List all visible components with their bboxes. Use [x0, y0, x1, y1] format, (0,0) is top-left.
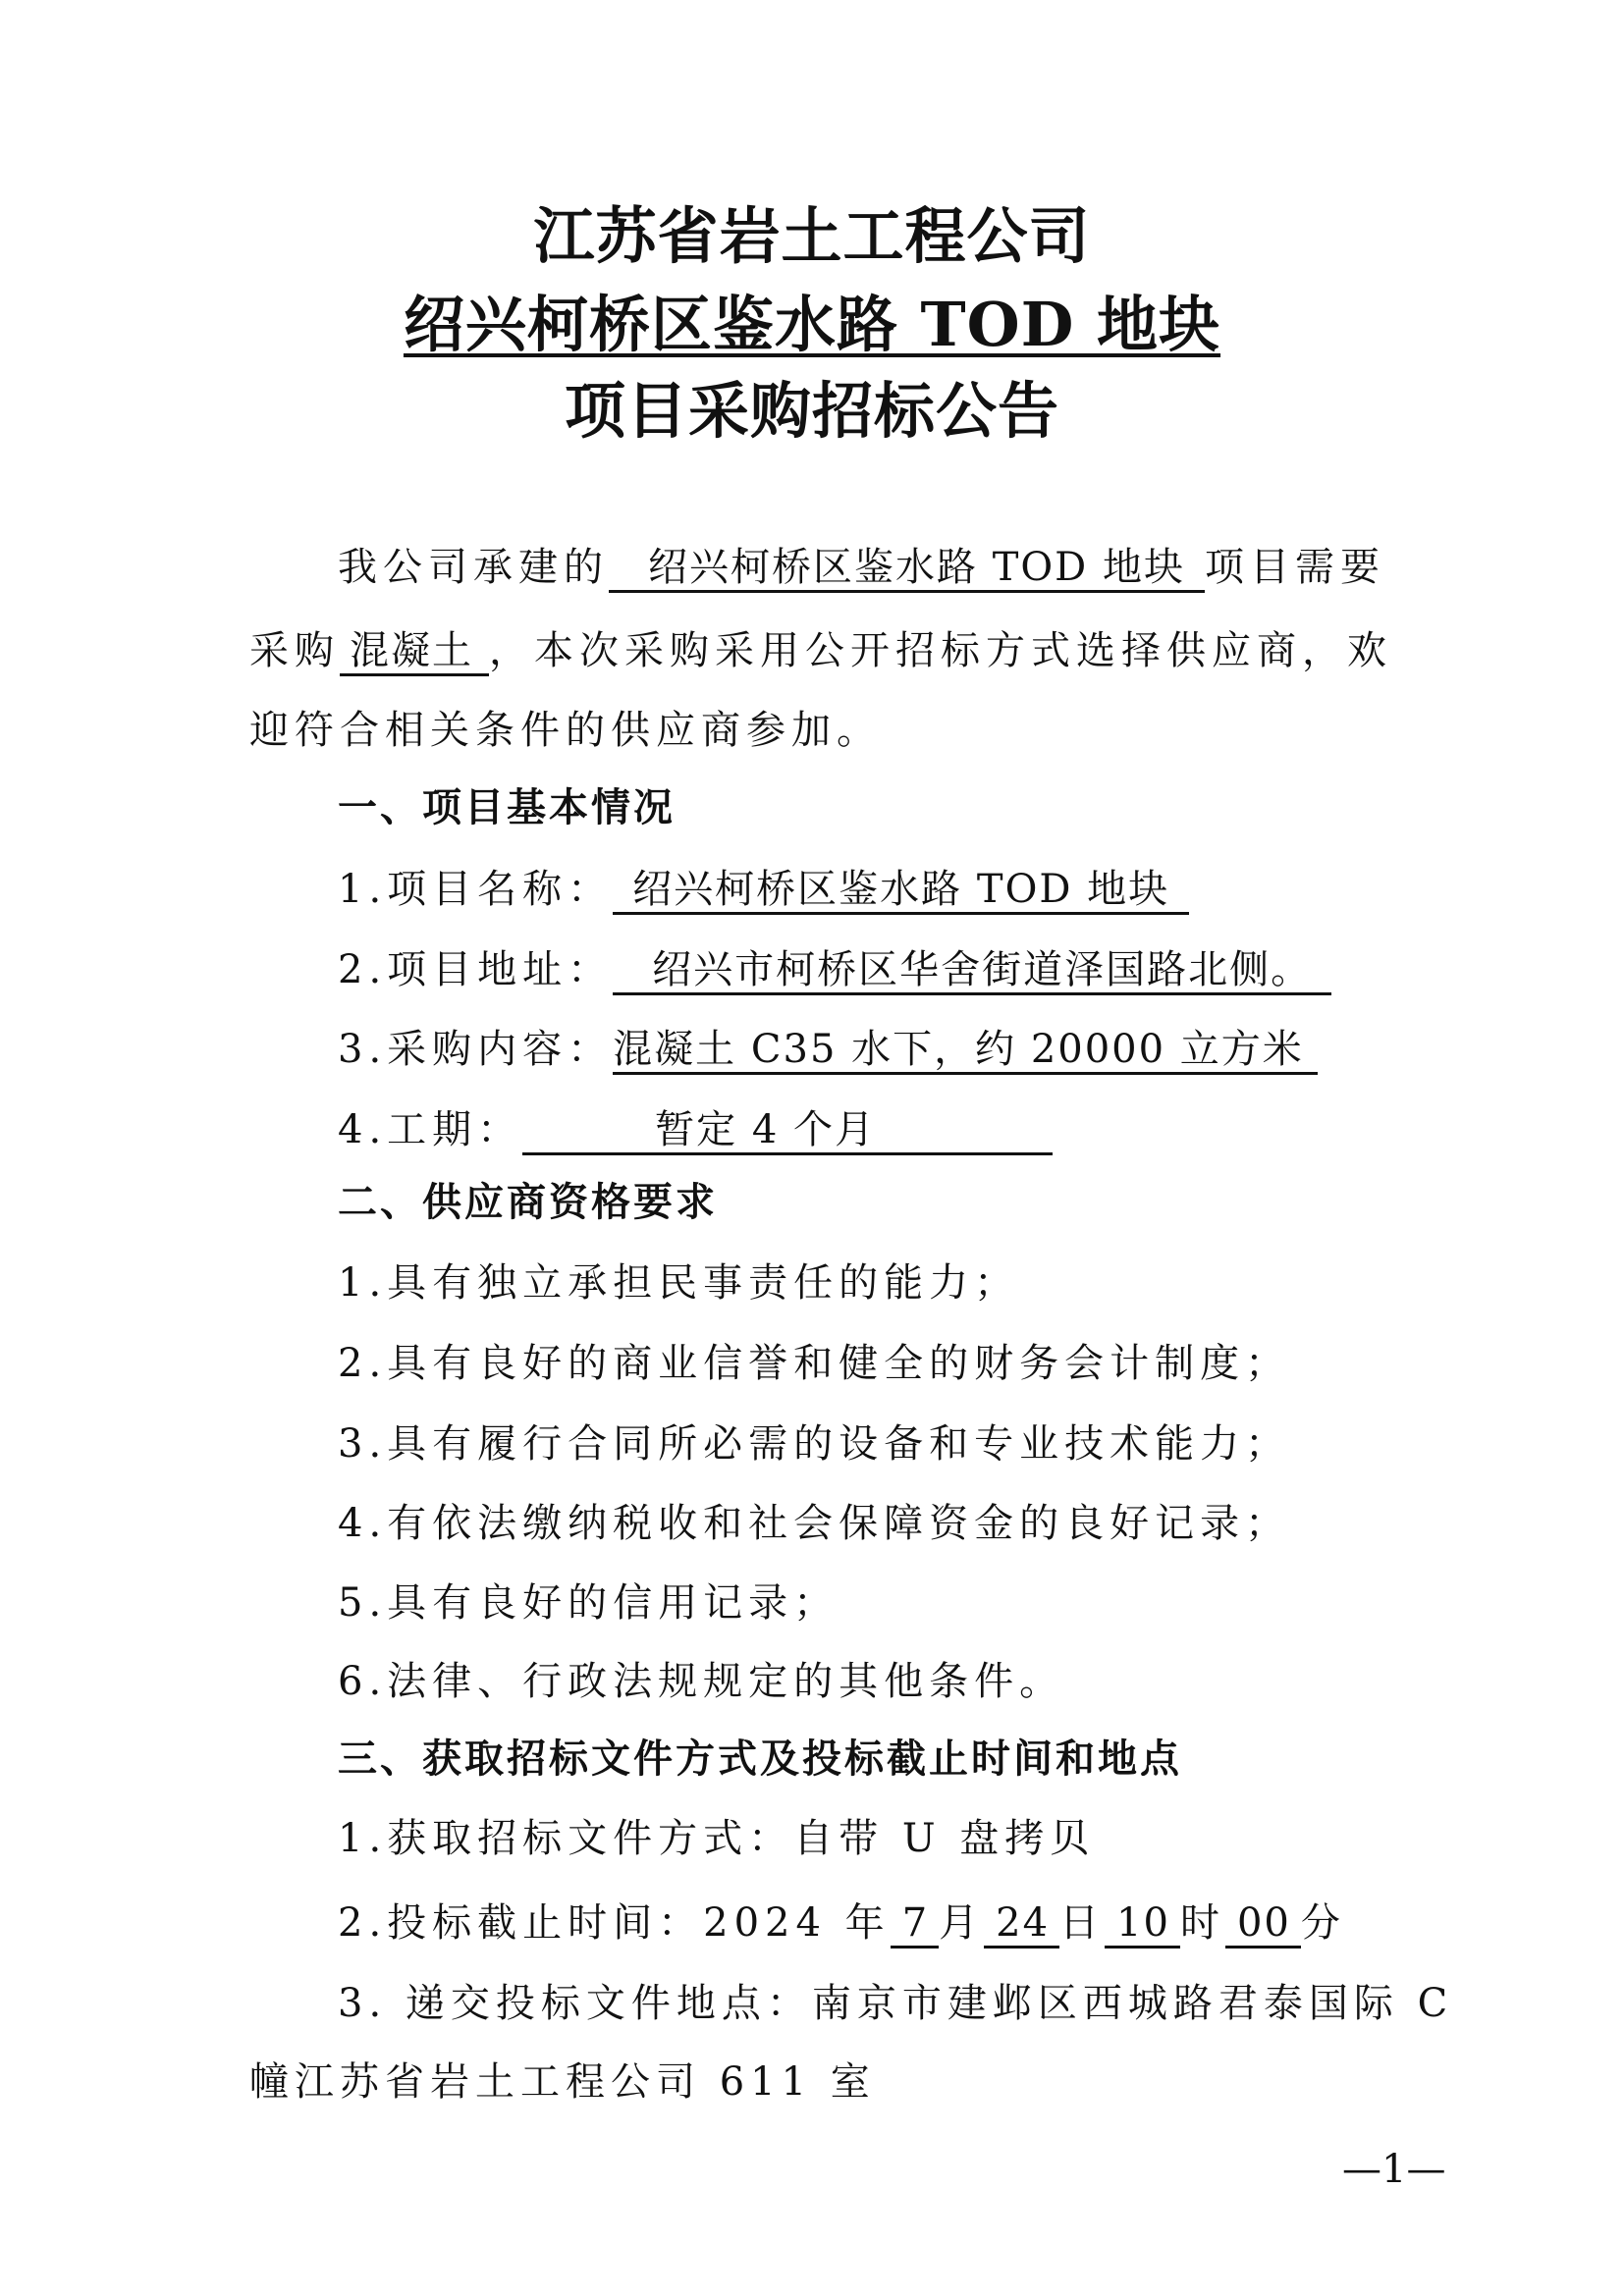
document-acquisition-method: 1.获取招标文件方式：自带 U 盘拷贝 [338, 1816, 1096, 1861]
procurement-content-label: 3.采购内容： [338, 1027, 614, 1072]
intro-procurement-item [340, 628, 489, 676]
construction-period-row [338, 1107, 1053, 1155]
intro-line-1-prefix: 我公司承建的 [338, 545, 609, 590]
bid-deadline-row [338, 1900, 1346, 1949]
intro-line-2 [249, 628, 1392, 676]
deadline-day [984, 1900, 1059, 1949]
project-address-label: 2.项目地址： [338, 947, 614, 992]
deadline-hour-text: 10 [1116, 1900, 1170, 1946]
deadline-minute-text: 00 [1236, 1900, 1291, 1946]
project-name-value-text: 绍兴柯桥区鉴水路 TOD 地块 [632, 867, 1170, 912]
section-2-heading: 二、供应商资格要求 [338, 1180, 718, 1225]
qualification-item-6: 6.法律、行政法规规定的其他条件。 [338, 1659, 1065, 1704]
bid-submission-location-line-2: 幢江苏省岩土工程公司 611 室 [249, 2059, 876, 2105]
intro-project-name [609, 545, 1205, 593]
intro-line-3: 迎符合相关条件的供应商参加。 [249, 708, 882, 753]
qualification-item-1: 1.具有独立承担民事责任的能力； [338, 1260, 1020, 1306]
project-name-value [613, 867, 1189, 915]
deadline-month [891, 1900, 939, 1949]
qualification-item-4: 4.有依法缴纳税收和社会保障资金的良好记录； [338, 1501, 1291, 1546]
intro-project-name-text: 绍兴柯桥区鉴水路 TOD 地块 [648, 545, 1185, 590]
announcement-title: 项目采购招标公告 [564, 375, 1059, 447]
section-1-heading: 一、项目基本情况 [338, 785, 676, 830]
construction-period-label: 4.工期： [338, 1107, 523, 1152]
project-name-label: 1.项目名称： [338, 867, 614, 912]
project-name-row [338, 867, 1189, 915]
deadline-hour [1105, 1900, 1180, 1949]
intro-line-2-suffix: ，本次采购采用公开招标方式选择供应商，欢 [489, 628, 1392, 673]
section-3-heading: 三、获取招标文件方式及投标截止时间和地点 [338, 1736, 1182, 1782]
qualification-item-3: 3.具有履行合同所必需的设备和专业技术能力； [338, 1421, 1291, 1467]
deadline-minute [1225, 1900, 1301, 1949]
deadline-month-unit: 月 [939, 1900, 985, 1946]
deadline-hour-unit: 时 [1179, 1900, 1225, 1946]
project-address-row [338, 947, 1331, 995]
intro-line-1-suffix: 项目需要 [1204, 545, 1385, 590]
bid-submission-location-line-1: 3. 递交投标文件地点：南京市建邺区西城路君泰国际 C [338, 1981, 1454, 2026]
company-title: 江苏省岩土工程公司 [533, 200, 1091, 272]
deadline-minute-unit: 分 [1300, 1900, 1346, 1946]
procurement-content-value [613, 1027, 1318, 1075]
qualification-item-2: 2.具有良好的商业信誉和健全的财务会计制度； [338, 1341, 1291, 1386]
deadline-month-text: 7 [901, 1900, 930, 1946]
qualification-item-5: 5.具有良好的信用记录； [338, 1580, 839, 1626]
procurement-content-value-text: 混凝土 C35 水下，约 20000 立方米 [613, 1027, 1304, 1072]
construction-period-value [522, 1107, 1053, 1155]
intro-line-1 [338, 545, 1385, 593]
bid-deadline-prefix: 2.投标截止时间：2024 年 [338, 1900, 891, 1946]
intro-procurement-item-text: 混凝土 [350, 628, 473, 673]
procurement-content-row [338, 1027, 1318, 1075]
deadline-day-text: 24 [996, 1900, 1051, 1946]
intro-line-2-prefix: 采购 [249, 628, 340, 673]
project-address-value-text: 绍兴市柯桥区华舍街道泽国路北侧。 [652, 947, 1313, 992]
page-number: —1— [1342, 2147, 1446, 2192]
deadline-day-unit: 日 [1059, 1900, 1106, 1946]
project-address-value [613, 947, 1331, 995]
project-title: 绍兴柯桥区鉴水路 TOD 地块 [403, 289, 1221, 360]
construction-period-value-text: 暂定 4 个月 [655, 1107, 877, 1152]
